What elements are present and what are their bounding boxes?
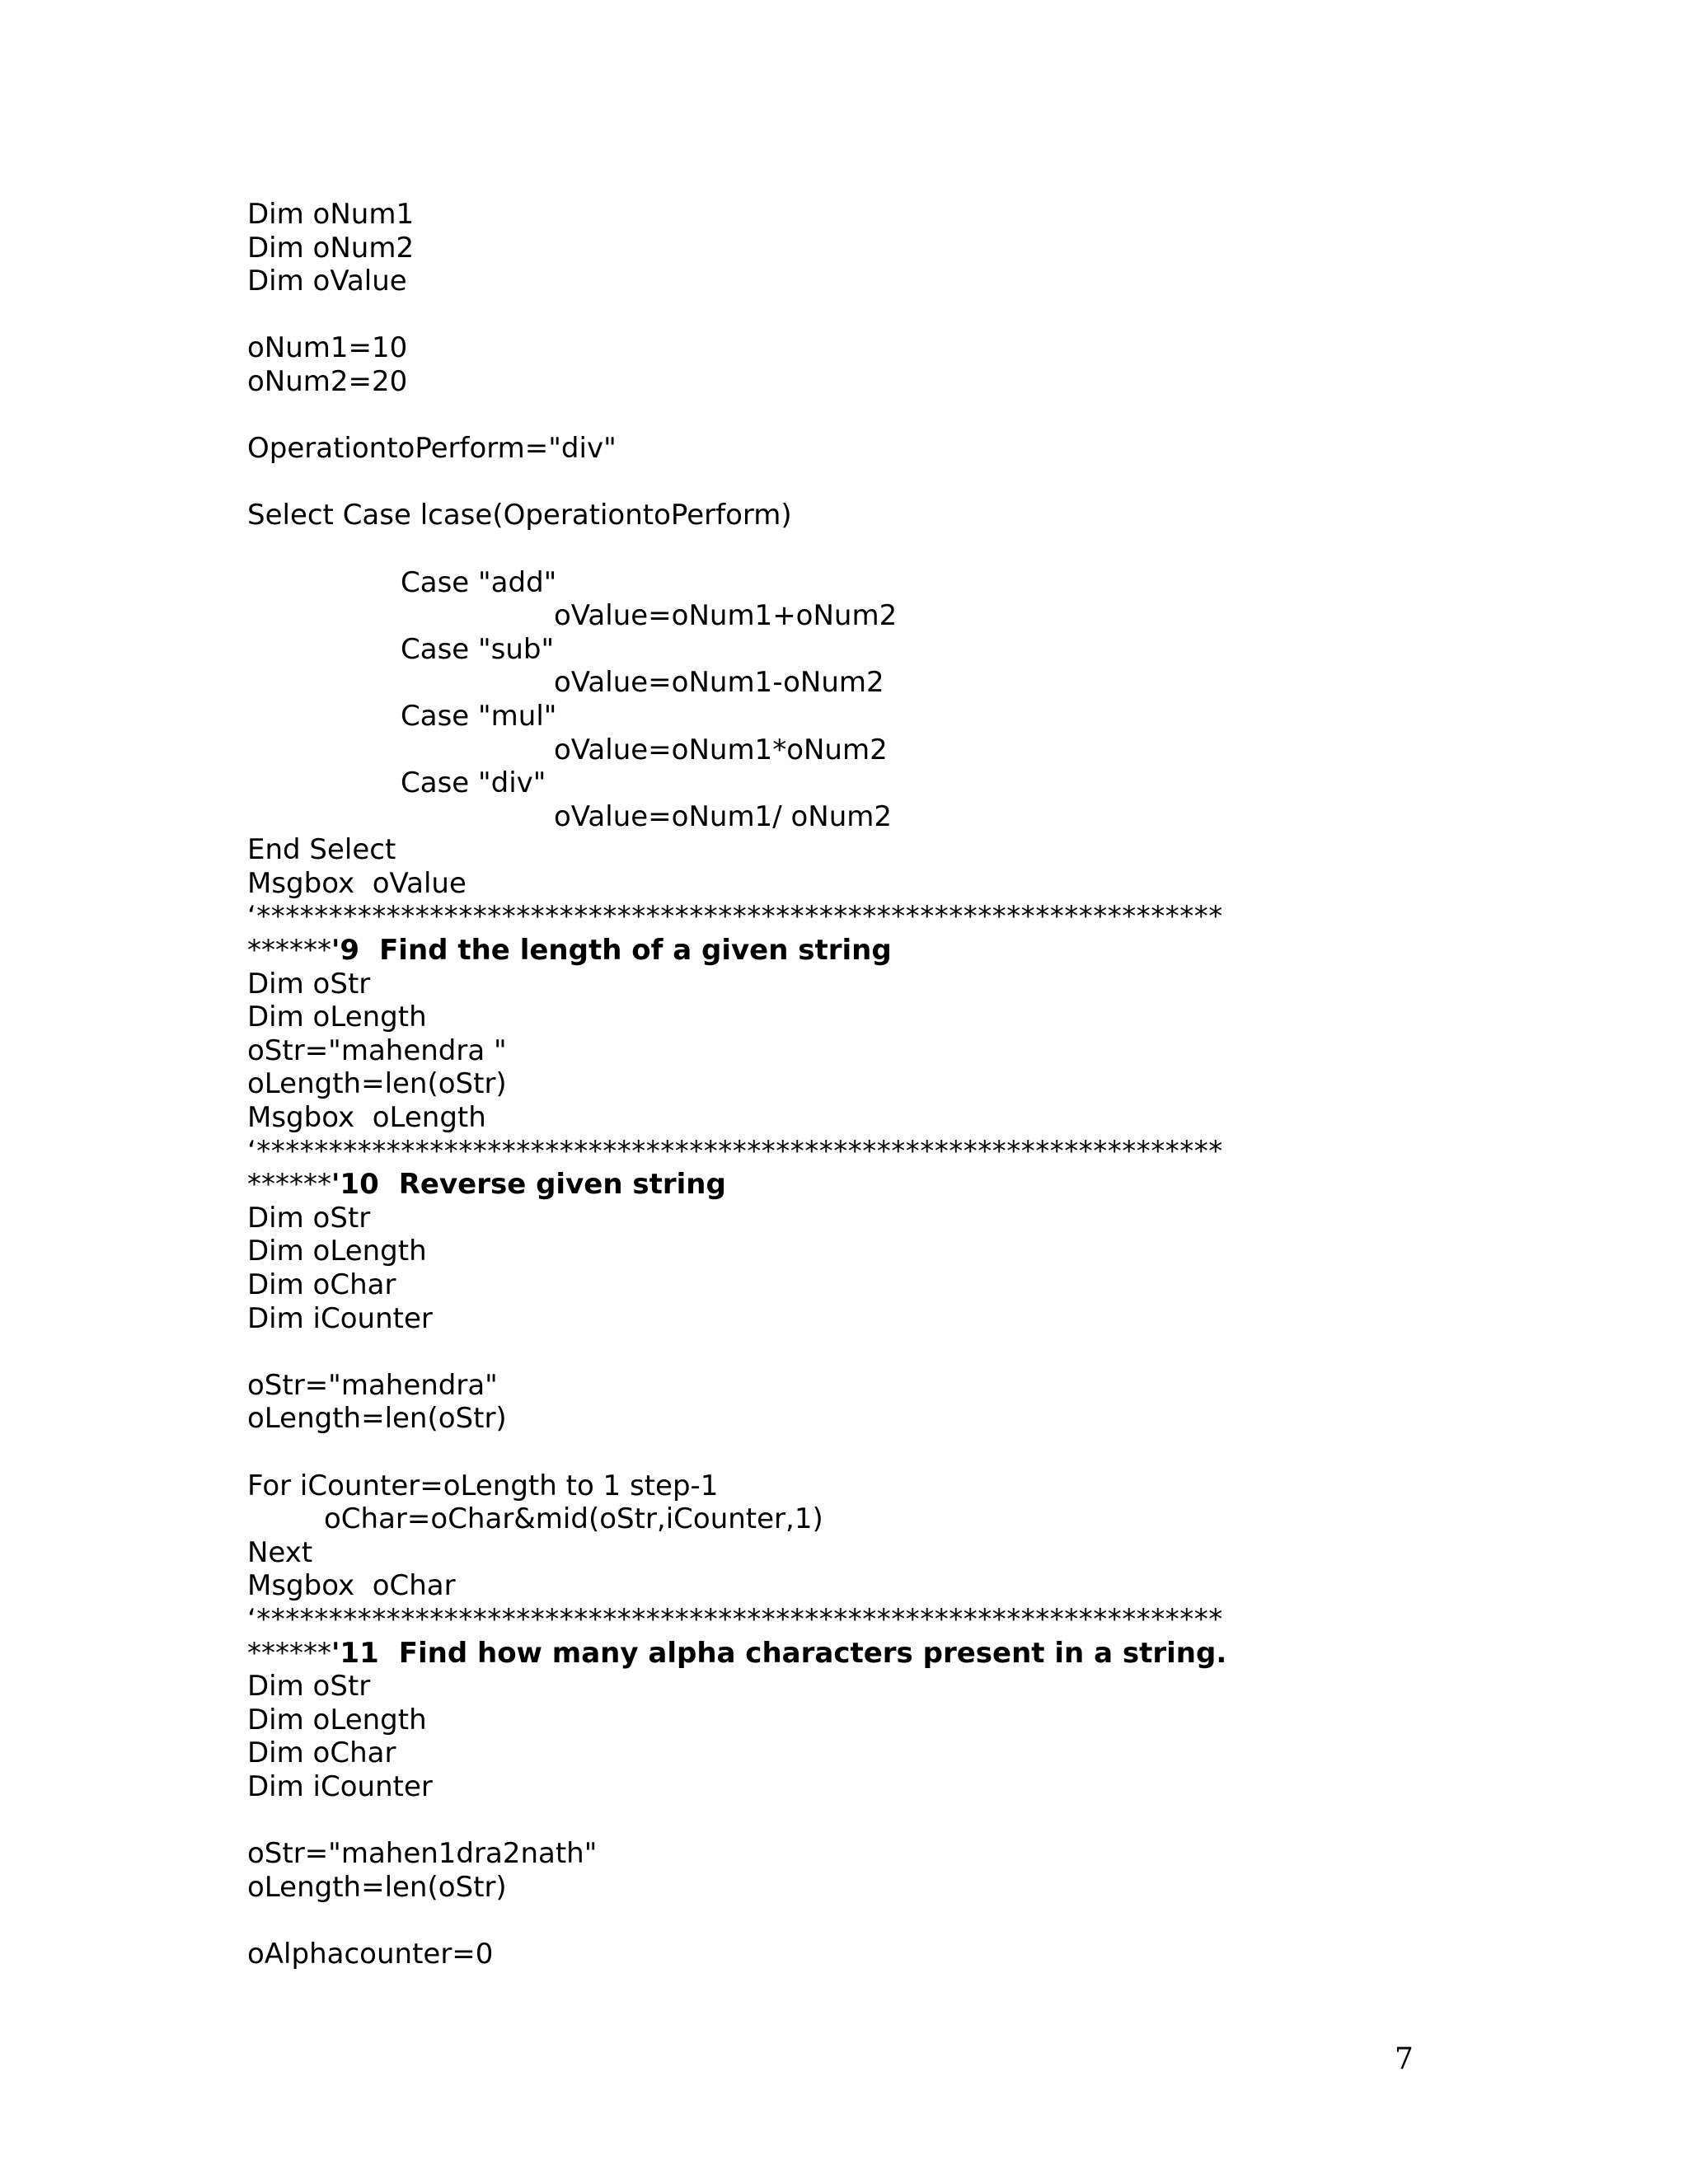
code-line: oLength=len(oStr) — [247, 1067, 507, 1101]
code-line: For iCounter=oLength to 1 step-1 — [247, 1469, 719, 1502]
heading-number: '9 — [331, 934, 360, 968]
heading-stars: ****** — [247, 1636, 331, 1670]
code-line: Dim iCounter — [247, 1769, 433, 1803]
section-heading-11 — [247, 1637, 1533, 1671]
section-heading-10 — [247, 1168, 1533, 1202]
code-line: oNum2=20 — [247, 364, 408, 398]
heading-stars: ****** — [247, 934, 331, 968]
code-line: Dim oValue — [247, 265, 407, 298]
code-line: oValue=oNum1+oNum2 — [554, 599, 898, 633]
code-line: Dim oChar — [247, 1736, 396, 1770]
code-line: oLength=len(oStr) — [247, 1402, 507, 1436]
code-line: Case "div" — [401, 766, 546, 800]
blank-line — [247, 298, 1533, 332]
code-line: Dim oNum1 — [247, 198, 415, 231]
code-line: oValue=oNum1*oNum2 — [554, 733, 888, 766]
code-line: oLength=len(oStr) — [247, 1870, 507, 1904]
separator-line: ‘******************************************************************* — [247, 1134, 1223, 1168]
code-line: oNum1=10 — [247, 331, 408, 365]
code-line: Msgbox oChar — [247, 1569, 456, 1603]
code-line: Dim oLength — [247, 1001, 427, 1034]
page-number: 7 — [1395, 2042, 1414, 2076]
code-line: OperationtoPerform="div" — [247, 432, 617, 466]
separator-line: ‘******************************************************************* — [247, 900, 1223, 934]
code-line: oStr="mahendra" — [247, 1368, 498, 1402]
code-line: oChar=oChar&mid(oStr,iCounter,1) — [324, 1502, 823, 1536]
code-line: oStr="mahen1dra2nath" — [247, 1837, 598, 1871]
code-line: Dim oStr — [247, 967, 371, 1001]
heading-stars: ****** — [247, 1168, 331, 1202]
code-line: Msgbox oValue — [247, 866, 467, 900]
code-line: Msgbox oLength — [247, 1101, 486, 1135]
code-line: Dim oChar — [247, 1268, 396, 1301]
code-line: oValue=oNum1-oNum2 — [554, 666, 884, 700]
code-line: End Select — [247, 833, 396, 867]
code-line: Dim oStr — [247, 1670, 371, 1704]
code-line: Select Case lcase(OperationtoPerform) — [247, 499, 792, 532]
code-line: Dim oStr — [247, 1201, 371, 1235]
code-line: Case "add" — [401, 565, 557, 599]
code-line: oStr="mahendra " — [247, 1033, 507, 1067]
heading-number: '10 — [331, 1168, 379, 1202]
code-line: Dim oNum2 — [247, 231, 415, 265]
heading-number: '11 — [331, 1636, 379, 1670]
code-line: Dim oLength — [247, 1235, 427, 1268]
blank-line — [247, 532, 1533, 566]
heading-title: Find the length of a given string — [379, 934, 892, 968]
separator-line: ‘******************************************************************* — [247, 1602, 1223, 1636]
heading-title: Reverse given string — [398, 1168, 726, 1202]
code-line: oValue=oNum1/ oNum2 — [554, 799, 892, 833]
code-line: Dim iCounter — [247, 1301, 433, 1335]
code-line: Case "sub" — [401, 632, 555, 666]
heading-title: Find how many alpha characters present in a string. — [398, 1636, 1227, 1670]
blank-line — [247, 1335, 1533, 1369]
section-heading-9 — [247, 934, 1533, 968]
code-line: Dim oLength — [247, 1703, 427, 1736]
blank-line — [247, 466, 1533, 499]
blank-line — [247, 1804, 1533, 1838]
blank-line — [247, 1904, 1533, 1938]
blank-line — [247, 1436, 1533, 1469]
code-line: oAlphacounter=0 — [247, 1937, 494, 1971]
blank-line — [247, 399, 1533, 433]
code-line: Case "mul" — [401, 699, 557, 733]
code-listing — [247, 198, 1533, 1971]
code-line: Next — [247, 1535, 313, 1569]
